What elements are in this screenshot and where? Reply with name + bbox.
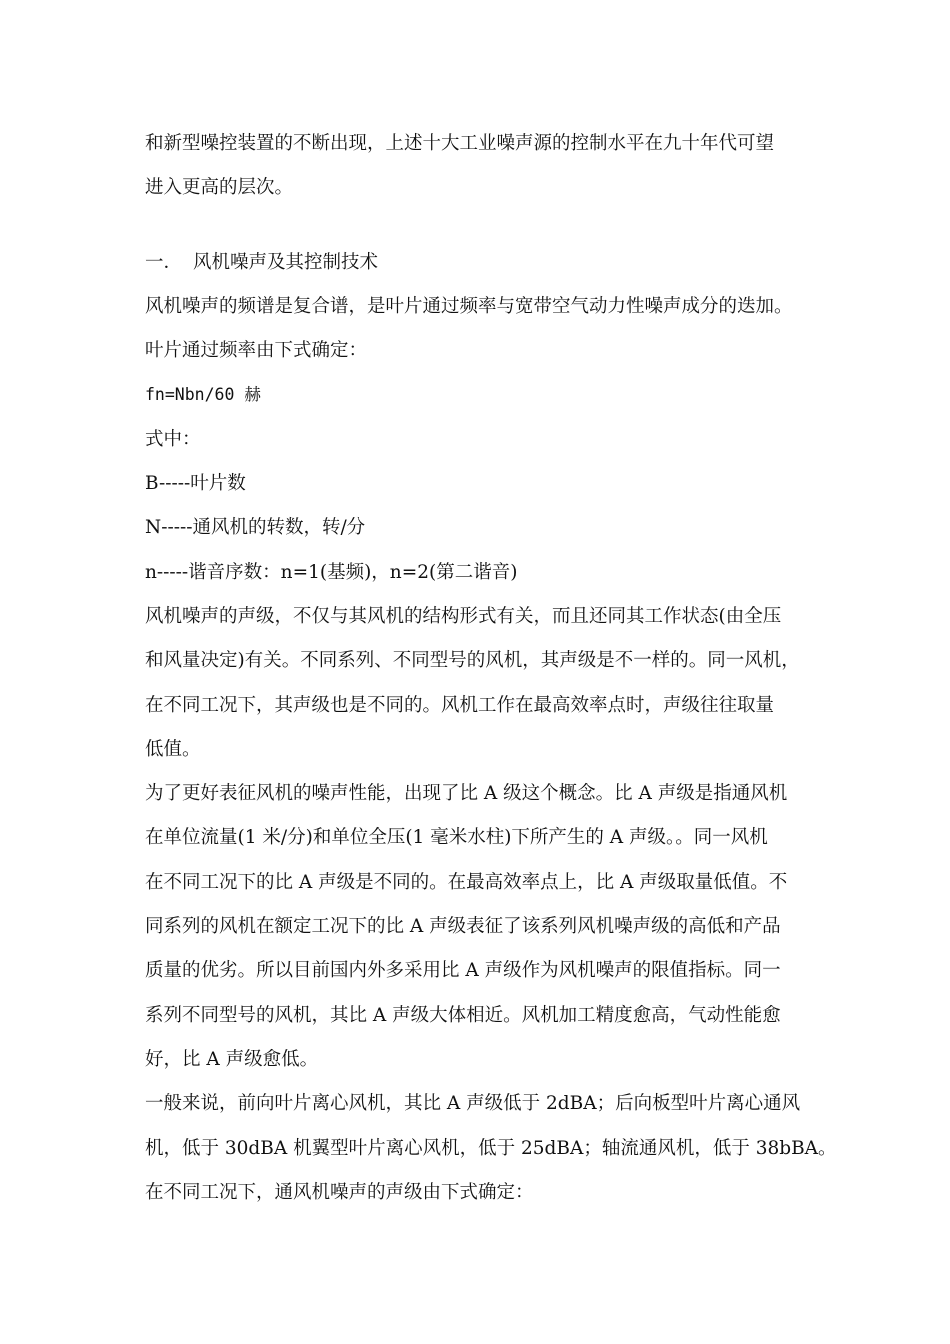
paragraph-gap (145, 211, 825, 241)
variable-definition: B-----叶片数 (145, 473, 246, 495)
body-line: 质量的优劣。所以目前国内外多采用比 A 声级作为风机噪声的限值指标。同一 (145, 960, 781, 982)
body-line: 风机噪声的频谱是复合谱，是叶片通过频率与宽带空气动力性噪声成分的迭加。 (145, 295, 793, 317)
body-line: 式中： (145, 428, 201, 450)
body-line: 在单位流量(1 米/分)和单位全压(1 毫米水柱)下所产生的 A 声级。。同一风机 (145, 827, 768, 849)
formula-line: fn=Nbn/60 赫 (145, 385, 261, 405)
body-line: 在不同工况下，通风机噪声的声级由下式确定： (145, 1181, 534, 1203)
body-line: 叶片通过频率由下式确定： (145, 340, 368, 362)
section-number: 一． (145, 251, 183, 273)
body-line: 机，低于 30dBA 机翼型叶片离心风机，低于 25dBA；轴流通风机，低于 38bBA。 (145, 1137, 837, 1159)
intro-line: 进入更高的层次。 (145, 177, 294, 199)
body-line: 同系列的风机在额定工况下的比 A 声级表征了该系列风机噪声级的高低和产品 (145, 916, 781, 938)
variable-definition: N-----通风机的转数，转/分 (145, 517, 366, 539)
variable-definition: n-----谐音序数：n=1(基频)，n=2(第二谐音) (145, 561, 518, 583)
body-line: 低值。 (145, 738, 201, 760)
body-line: 为了更好表征风机的噪声性能，出现了比 A 级这个概念。比 A 声级是指通风机 (145, 783, 788, 805)
intro-line: 和新型噪控装置的不断出现，上述十大工业噪声源的控制水平在九十年代可望 (145, 133, 775, 154)
body-line: 风机噪声的声级，不仅与其风机的结构形式有关，而且还同其工作状态(由全压 (145, 605, 782, 627)
body-line: 在不同工况下的比 A 声级是不同的。在最高效率点上，比 A 声级取量低值。不 (145, 871, 788, 893)
body-line: 和风量决定)有关。不同系列、不同型号的风机，其声级是不一样的。同一风机， (145, 650, 800, 672)
body-line: 一般来说，前向叶片离心风机，其比 A 声级低于 2dBA；后向板型叶片离心通风 (145, 1093, 801, 1115)
section-heading (145, 241, 825, 285)
body-line: 好，比 A 声级愈低。 (145, 1048, 319, 1070)
body-line: 系列不同型号的风机，其比 A 声级大体相近。风机加工精度愈高，气动性能愈 (145, 1004, 781, 1026)
section-title: 风机噪声及其控制技术 (193, 251, 379, 273)
body-line: 在不同工况下，其声级也是不同的。风机工作在最高效率点时，声级往往取量 (145, 694, 775, 716)
document-body (145, 122, 837, 1215)
